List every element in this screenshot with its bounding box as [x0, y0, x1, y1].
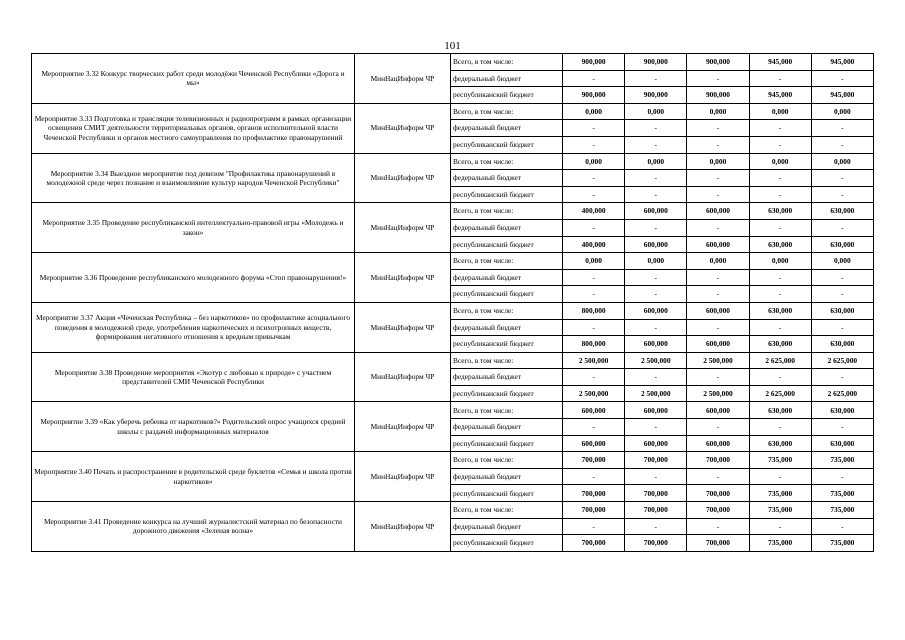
- amount-cell: 630,000: [811, 236, 873, 253]
- amount-cell: 630,000: [749, 236, 811, 253]
- amount-cell: 600,000: [625, 435, 687, 452]
- amount-cell: -: [811, 136, 873, 153]
- amount-cell: 700,000: [625, 452, 687, 469]
- funding-source-label: Всего, в том числе:: [451, 253, 563, 270]
- amount-cell: -: [563, 70, 625, 87]
- amount-cell: -: [687, 136, 749, 153]
- funding-source-label: Всего, в том числе:: [451, 103, 563, 120]
- amount-cell: 2 500,000: [563, 385, 625, 402]
- amount-cell: -: [687, 170, 749, 187]
- event-executor: МинНацИнформ ЧР: [355, 203, 451, 253]
- amount-cell: 735,000: [749, 535, 811, 552]
- amount-cell: -: [749, 369, 811, 386]
- event-executor: МинНацИнформ ЧР: [355, 502, 451, 552]
- event-title: Мероприятие 3.37 Акция «Чеченская Республика – без наркотиков» по профилактике асоциального поведения в молодежной среде, употребления наркотических и психотропных веществ, формирования негативного отношения к вредным привычкам: [32, 302, 355, 352]
- funding-source-label: республиканский бюджет: [451, 236, 563, 253]
- funding-source-label: республиканский бюджет: [451, 336, 563, 353]
- amount-cell: 700,000: [687, 535, 749, 552]
- amount-cell: -: [749, 419, 811, 436]
- amount-cell: 630,000: [811, 302, 873, 319]
- amount-cell: 700,000: [625, 502, 687, 519]
- table-row: [32, 302, 874, 319]
- amount-cell: -: [811, 219, 873, 236]
- amount-cell: 600,000: [563, 402, 625, 419]
- event-executor: МинНацИнформ ЧР: [355, 54, 451, 104]
- amount-cell: -: [687, 120, 749, 137]
- amount-cell: 700,000: [563, 452, 625, 469]
- amount-cell: 735,000: [811, 452, 873, 469]
- amount-cell: 0,000: [687, 153, 749, 170]
- amount-cell: -: [811, 120, 873, 137]
- amount-cell: -: [563, 170, 625, 187]
- amount-cell: 600,000: [687, 302, 749, 319]
- amount-cell: -: [811, 269, 873, 286]
- amount-cell: -: [625, 120, 687, 137]
- event-executor: МинНацИнформ ЧР: [355, 352, 451, 402]
- amount-cell: 700,000: [563, 485, 625, 502]
- amount-cell: 900,000: [625, 87, 687, 104]
- amount-cell: -: [625, 136, 687, 153]
- event-title: Мероприятие 3.39 «Как уберечь ребенка от наркотиков?» Родительский опрос учащихся средней школы с раздачей информационных материалов: [32, 402, 355, 452]
- amount-cell: 700,000: [625, 485, 687, 502]
- amount-cell: -: [749, 286, 811, 303]
- event-title: Мероприятие 3.41 Проведение конкурса на лучший журналистский материал по безопасности дорожного движения «Зеленая волна»: [32, 502, 355, 552]
- page-number: 101: [444, 40, 461, 52]
- table-row: [32, 54, 874, 71]
- amount-cell: 0,000: [749, 153, 811, 170]
- amount-cell: 900,000: [563, 87, 625, 104]
- funding-source-label: федеральный бюджет: [451, 269, 563, 286]
- table-row: [32, 253, 874, 270]
- amount-cell: 630,000: [749, 402, 811, 419]
- amount-cell: 735,000: [749, 452, 811, 469]
- table-row: [32, 402, 874, 419]
- funding-source-label: республиканский бюджет: [451, 435, 563, 452]
- amount-cell: -: [811, 369, 873, 386]
- amount-cell: 0,000: [563, 153, 625, 170]
- funding-source-label: республиканский бюджет: [451, 485, 563, 502]
- amount-cell: -: [749, 219, 811, 236]
- event-executor: МинНацИнформ ЧР: [355, 402, 451, 452]
- amount-cell: -: [563, 369, 625, 386]
- amount-cell: 630,000: [811, 435, 873, 452]
- amount-cell: -: [749, 70, 811, 87]
- amount-cell: 945,000: [811, 87, 873, 104]
- event-title: Мероприятие 3.34 Выездное мероприятие под девизом "Профилактика правонарушений в молодежной среде через познание и взаимовлияние культур народов Чеченской Республики": [32, 153, 355, 203]
- amount-cell: 2 625,000: [811, 352, 873, 369]
- table-row: [32, 502, 874, 519]
- budget-table-body: [32, 54, 874, 552]
- event-executor: МинНацИнформ ЧР: [355, 153, 451, 203]
- amount-cell: 0,000: [687, 253, 749, 270]
- amount-cell: 600,000: [563, 435, 625, 452]
- amount-cell: -: [563, 269, 625, 286]
- amount-cell: 600,000: [625, 336, 687, 353]
- amount-cell: -: [811, 468, 873, 485]
- amount-cell: 0,000: [625, 153, 687, 170]
- amount-cell: -: [811, 319, 873, 336]
- amount-cell: -: [749, 136, 811, 153]
- amount-cell: 2 625,000: [749, 352, 811, 369]
- amount-cell: 600,000: [625, 203, 687, 220]
- funding-source-label: федеральный бюджет: [451, 319, 563, 336]
- amount-cell: -: [811, 170, 873, 187]
- funding-source-label: республиканский бюджет: [451, 186, 563, 203]
- amount-cell: 0,000: [749, 253, 811, 270]
- amount-cell: -: [625, 518, 687, 535]
- amount-cell: 0,000: [563, 253, 625, 270]
- amount-cell: -: [563, 286, 625, 303]
- amount-cell: -: [749, 319, 811, 336]
- amount-cell: 900,000: [687, 87, 749, 104]
- funding-source-label: Всего, в том числе:: [451, 452, 563, 469]
- funding-source-label: федеральный бюджет: [451, 70, 563, 87]
- amount-cell: 0,000: [563, 103, 625, 120]
- amount-cell: -: [811, 518, 873, 535]
- amount-cell: 735,000: [749, 502, 811, 519]
- amount-cell: -: [687, 468, 749, 485]
- amount-cell: 2 625,000: [749, 385, 811, 402]
- amount-cell: 600,000: [625, 236, 687, 253]
- amount-cell: -: [563, 468, 625, 485]
- amount-cell: 2 500,000: [563, 352, 625, 369]
- amount-cell: 0,000: [625, 103, 687, 120]
- amount-cell: -: [625, 286, 687, 303]
- amount-cell: 0,000: [687, 103, 749, 120]
- table-row: [32, 452, 874, 469]
- amount-cell: 735,000: [749, 485, 811, 502]
- amount-cell: 630,000: [811, 336, 873, 353]
- event-title: Мероприятие 3.36 Проведение республиканского молодежного форума «Стоп правонарушения!»: [32, 253, 355, 303]
- amount-cell: 0,000: [625, 253, 687, 270]
- amount-cell: 2 500,000: [625, 352, 687, 369]
- amount-cell: -: [563, 120, 625, 137]
- funding-source-label: республиканский бюджет: [451, 535, 563, 552]
- amount-cell: -: [687, 269, 749, 286]
- amount-cell: 900,000: [687, 54, 749, 71]
- amount-cell: 630,000: [749, 302, 811, 319]
- funding-source-label: федеральный бюджет: [451, 518, 563, 535]
- funding-source-label: Всего, в том числе:: [451, 402, 563, 419]
- amount-cell: 700,000: [625, 535, 687, 552]
- amount-cell: -: [811, 70, 873, 87]
- amount-cell: 630,000: [749, 336, 811, 353]
- amount-cell: 400,000: [563, 203, 625, 220]
- table-row: [32, 352, 874, 369]
- amount-cell: 630,000: [811, 203, 873, 220]
- amount-cell: -: [563, 186, 625, 203]
- amount-cell: 600,000: [687, 402, 749, 419]
- funding-source-label: республиканский бюджет: [451, 385, 563, 402]
- amount-cell: -: [625, 419, 687, 436]
- amount-cell: -: [749, 186, 811, 203]
- amount-cell: -: [625, 369, 687, 386]
- amount-cell: 0,000: [811, 103, 873, 120]
- table-row: [32, 103, 874, 120]
- amount-cell: -: [625, 269, 687, 286]
- amount-cell: 630,000: [811, 402, 873, 419]
- funding-source-label: республиканский бюджет: [451, 286, 563, 303]
- amount-cell: 700,000: [687, 502, 749, 519]
- amount-cell: 600,000: [687, 236, 749, 253]
- amount-cell: 945,000: [749, 87, 811, 104]
- funding-source-label: Всего, в том числе:: [451, 502, 563, 519]
- amount-cell: -: [625, 319, 687, 336]
- amount-cell: 2 500,000: [625, 385, 687, 402]
- funding-source-label: федеральный бюджет: [451, 468, 563, 485]
- amount-cell: -: [687, 419, 749, 436]
- amount-cell: 800,000: [563, 336, 625, 353]
- amount-cell: -: [625, 170, 687, 187]
- amount-cell: 630,000: [749, 435, 811, 452]
- amount-cell: 0,000: [811, 153, 873, 170]
- amount-cell: -: [811, 186, 873, 203]
- amount-cell: -: [687, 186, 749, 203]
- amount-cell: 735,000: [811, 485, 873, 502]
- amount-cell: 800,000: [563, 302, 625, 319]
- amount-cell: 400,000: [563, 236, 625, 253]
- amount-cell: -: [563, 518, 625, 535]
- amount-cell: -: [811, 419, 873, 436]
- amount-cell: -: [563, 219, 625, 236]
- amount-cell: -: [749, 120, 811, 137]
- event-executor: МинНацИнформ ЧР: [355, 253, 451, 303]
- event-title: Мероприятие 3.38 Проведение мероприятия «Экотур с любовью к природе» с участием представителей СМИ Чеченской Республики: [32, 352, 355, 402]
- amount-cell: 735,000: [811, 502, 873, 519]
- budget-table: [31, 53, 874, 552]
- funding-source-label: Всего, в том числе:: [451, 302, 563, 319]
- amount-cell: 900,000: [625, 54, 687, 71]
- amount-cell: -: [563, 419, 625, 436]
- funding-source-label: федеральный бюджет: [451, 369, 563, 386]
- amount-cell: 700,000: [563, 535, 625, 552]
- amount-cell: 600,000: [687, 203, 749, 220]
- amount-cell: -: [749, 269, 811, 286]
- amount-cell: 0,000: [749, 103, 811, 120]
- event-title: Мероприятие 3.40 Печать и распространение в родительской среде буклетов «Семья и школа против наркотиков»: [32, 452, 355, 502]
- amount-cell: 600,000: [687, 336, 749, 353]
- amount-cell: 900,000: [563, 54, 625, 71]
- amount-cell: -: [749, 170, 811, 187]
- funding-source-label: республиканский бюджет: [451, 136, 563, 153]
- amount-cell: 600,000: [625, 302, 687, 319]
- event-executor: МинНацИнформ ЧР: [355, 302, 451, 352]
- amount-cell: 2 500,000: [687, 385, 749, 402]
- amount-cell: -: [625, 468, 687, 485]
- amount-cell: -: [687, 319, 749, 336]
- funding-source-label: Всего, в том числе:: [451, 54, 563, 71]
- table-row: [32, 153, 874, 170]
- amount-cell: 945,000: [749, 54, 811, 71]
- funding-source-label: Всего, в том числе:: [451, 203, 563, 220]
- amount-cell: 600,000: [687, 435, 749, 452]
- amount-cell: 2 625,000: [811, 385, 873, 402]
- amount-cell: 630,000: [749, 203, 811, 220]
- amount-cell: 735,000: [811, 535, 873, 552]
- amount-cell: -: [687, 70, 749, 87]
- funding-source-label: федеральный бюджет: [451, 120, 563, 137]
- amount-cell: -: [749, 518, 811, 535]
- funding-source-label: республиканский бюджет: [451, 87, 563, 104]
- amount-cell: -: [563, 136, 625, 153]
- event-executor: МинНацИнформ ЧР: [355, 452, 451, 502]
- amount-cell: -: [687, 219, 749, 236]
- amount-cell: 700,000: [687, 485, 749, 502]
- funding-source-label: федеральный бюджет: [451, 419, 563, 436]
- funding-source-label: федеральный бюджет: [451, 219, 563, 236]
- event-title: Мероприятие 3.33 Подготовка и трансляция телевизионных и радиопрограмм в рамках организации освещения СМИТ деятельности территориальных органов, органов исполнительной власти Чеченской Республики и органов местного самоуправления по профилактике правонарушений: [32, 103, 355, 153]
- amount-cell: -: [687, 369, 749, 386]
- funding-source-label: Всего, в том числе:: [451, 352, 563, 369]
- amount-cell: 700,000: [687, 452, 749, 469]
- amount-cell: -: [687, 286, 749, 303]
- amount-cell: -: [749, 468, 811, 485]
- amount-cell: -: [563, 319, 625, 336]
- funding-source-label: федеральный бюджет: [451, 170, 563, 187]
- amount-cell: 0,000: [811, 253, 873, 270]
- event-title: Мероприятие 3.35 Проведение республиканской интеллектуально-правовой игры «Молодежь и закон»: [32, 203, 355, 253]
- amount-cell: -: [625, 186, 687, 203]
- amount-cell: 945,000: [811, 54, 873, 71]
- amount-cell: -: [625, 70, 687, 87]
- table-row: [32, 203, 874, 220]
- event-executor: МинНацИнформ ЧР: [355, 103, 451, 153]
- amount-cell: -: [625, 219, 687, 236]
- funding-source-label: Всего, в том числе:: [451, 153, 563, 170]
- amount-cell: -: [687, 518, 749, 535]
- event-title: Мероприятие 3.32 Конкурс творческих работ среди молодёжи Чеченской Республики «Дорога и мы»: [32, 54, 355, 104]
- amount-cell: -: [811, 286, 873, 303]
- amount-cell: 600,000: [625, 402, 687, 419]
- amount-cell: 2 500,000: [687, 352, 749, 369]
- amount-cell: 700,000: [563, 502, 625, 519]
